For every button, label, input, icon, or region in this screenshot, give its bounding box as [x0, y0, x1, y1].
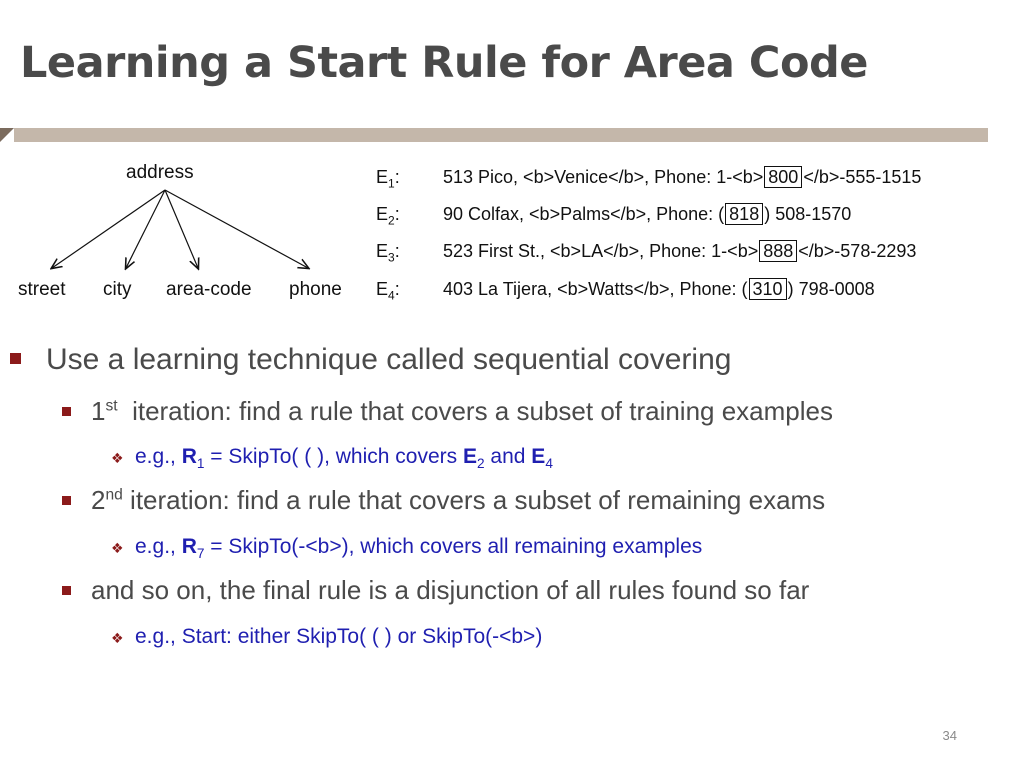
example-tag-e3: $E_3$: — [376, 241, 400, 265]
bullet-iteration-2-example: e.g., $R_7$ = SkipTo(-<b>), which covers all remaining examples — [135, 535, 703, 562]
tree-node-area-code: area-code — [166, 279, 252, 300]
example-tag-e2: $E_2$: — [376, 204, 400, 228]
diamond-bullet-icon: ❖ — [111, 541, 124, 557]
tree-root-address: address — [126, 162, 194, 183]
edge-area-code — [165, 190, 198, 268]
bullet-iteration-3-example: e.g., Start: either SkipTo( ( ) or SkipTo(-<b>) — [135, 625, 543, 648]
bullet-square-icon — [62, 586, 71, 595]
tree-node-street: street — [18, 279, 66, 300]
edge-city — [126, 190, 165, 268]
example-line-e1: 513 Pico, <b>Venice</b>, Phone: 1-<b> 800 </b>-555-1515 — [443, 167, 922, 187]
bullet-square-icon — [62, 496, 71, 505]
bullet-iteration-3: and so on, the final rule is a disjunction of all rules found so far — [91, 575, 810, 605]
page-number: 34 — [942, 728, 957, 743]
diamond-bullet-icon: ❖ — [111, 631, 124, 647]
edge-phone — [165, 190, 308, 268]
example-tag-e1: $E_1$: — [376, 167, 400, 191]
example-line-e3: 523 First St., <b>LA</b>, Phone: 1-<b> 888 </b>-578-2293 — [443, 241, 917, 261]
bullet-main: Use a learning technique called sequential covering — [46, 343, 732, 376]
diamond-bullet-icon: ❖ — [111, 451, 124, 467]
tree-node-phone: phone — [289, 279, 342, 300]
title-bar-accent — [0, 128, 14, 142]
title-divider-bar — [14, 128, 988, 142]
area-code-box: 800 — [764, 166, 802, 188]
example-tag-e4: $E_4$: — [376, 279, 400, 303]
example-line-e2: 90 Colfax, <b>Palms</b>, Phone: ( 818 ) 508-1570 — [443, 204, 852, 224]
bullet-square-icon — [62, 407, 71, 416]
bullet-iteration-1-example: e.g., $R_1$ = SkipTo( ( ), which covers $E_2$ and $E_4$ — [135, 445, 553, 472]
bullet-square-icon — [10, 353, 21, 364]
example-line-e4: 403 La Tijera, <b>Watts</b>, Phone: ( 310 ) 798-0008 — [443, 279, 875, 299]
bullet-iteration-1: 1st iteration: find a rule that covers a subset of training examples — [91, 396, 833, 426]
bullet-iteration-2: 2nd iteration: find a rule that covers a subset of remaining exams — [91, 485, 826, 515]
edge-street — [52, 190, 165, 268]
slide-title: Learning a Start Rule for Area Code — [20, 38, 868, 88]
area-code-box: 310 — [749, 278, 787, 300]
area-code-box: 818 — [725, 203, 763, 225]
area-code-box: 888 — [759, 240, 797, 262]
tree-node-city: city — [103, 279, 132, 300]
